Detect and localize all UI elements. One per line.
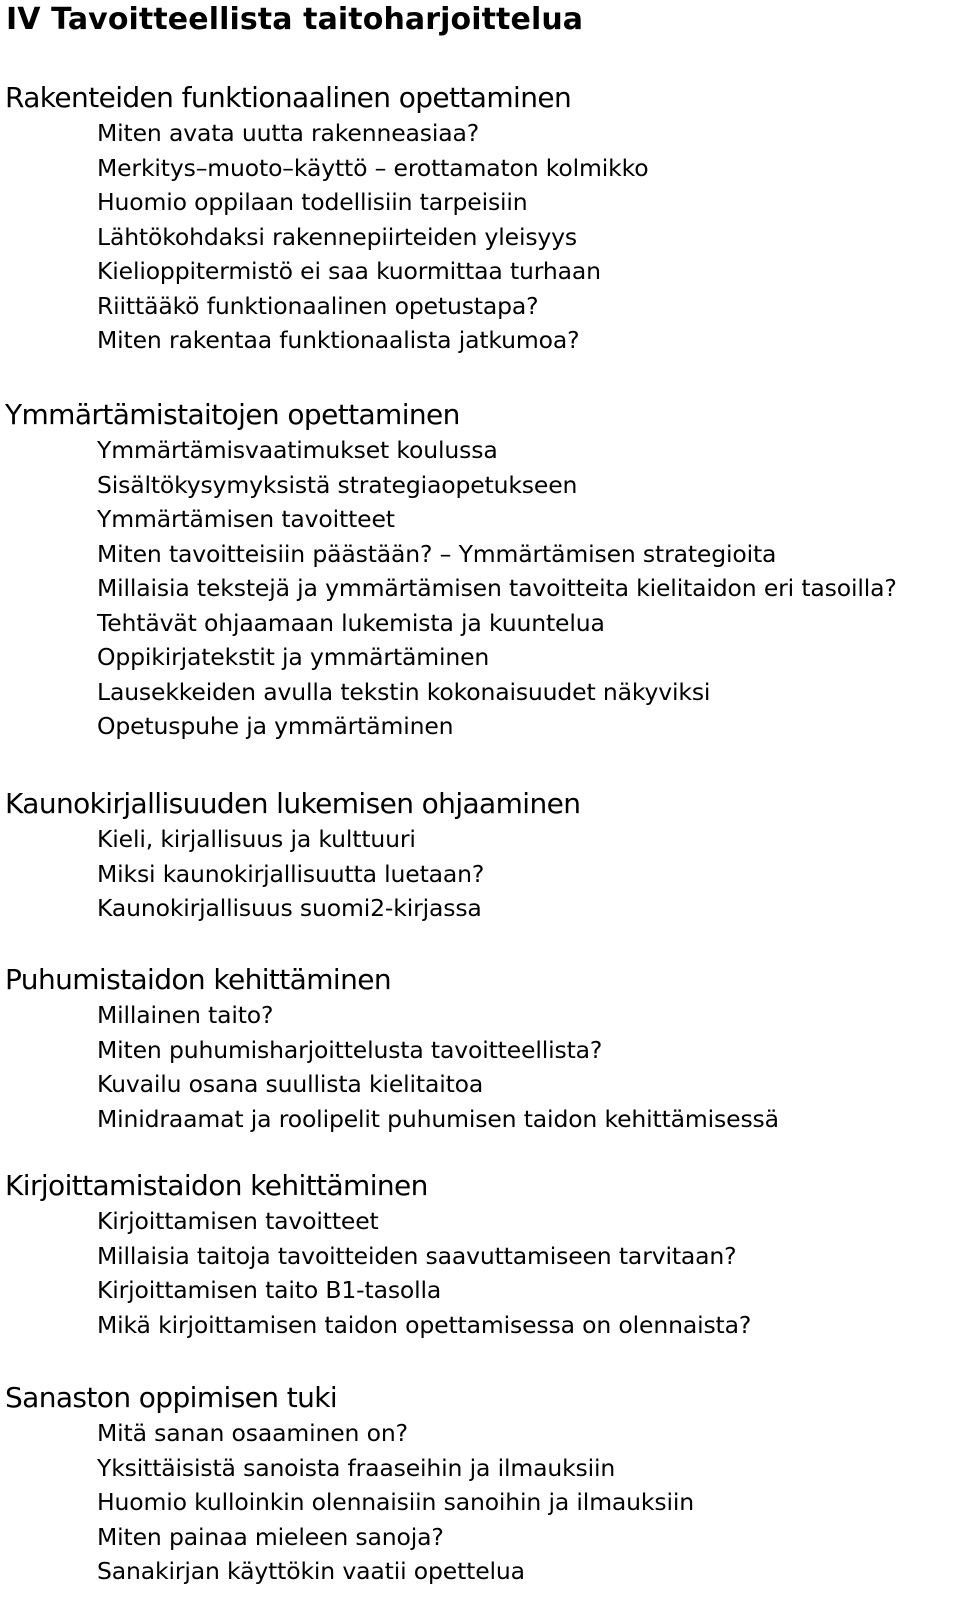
list-item: Millaisia tekstejä ja ymmärtämisen tavoitteita kielitaidon eri tasoilla?	[97, 574, 897, 602]
list-item: Sanakirjan käyttökin vaatii opettelua	[97, 1557, 525, 1585]
list-item: Millainen taito?	[97, 1001, 274, 1029]
section-kaunokirjallisuuden	[0, 786, 960, 926]
section-item-list	[0, 433, 960, 744]
section-item-list	[0, 998, 960, 1136]
list-item: Oppikirjatekstit ja ymmärtäminen	[97, 643, 490, 671]
list-item: Mikä kirjoittamisen taidon opettamisessa on olennaista?	[97, 1310, 752, 1339]
list-item: Yksittäisistä sanoista fraaseihin ja ilmauksiin	[97, 1453, 616, 1482]
section-heading: Kirjoittamistaidon kehittäminen	[5, 1169, 428, 1202]
list-item: Kaunokirjallisuus suomi2-kirjassa	[97, 894, 482, 922]
list-item: Kirjoittamisen tavoitteet	[97, 1207, 379, 1235]
section-puhumistaidon	[0, 962, 960, 1136]
list-item: Riittääkö funktionaalinen opetustapa?	[97, 291, 539, 320]
section-kirjoittamistaidon	[0, 1168, 960, 1342]
section-heading: Puhumistaidon kehittäminen	[5, 963, 391, 996]
section-rakenteiden	[0, 80, 960, 358]
list-item: Minidraamat ja roolipelit puhumisen taidon kehittämisessä	[97, 1104, 779, 1133]
list-item: Kirjoittamisen taito B1-tasolla	[97, 1276, 442, 1304]
section-item-list	[0, 822, 960, 926]
list-item: Millaisia taitoja tavoitteiden saavuttamiseen tarvitaan?	[97, 1241, 737, 1270]
section-heading: Rakenteiden funktionaalinen opettaminen	[5, 81, 572, 114]
section-heading: Sanaston oppimisen tuki	[5, 1381, 338, 1414]
list-item: Tehtävät ohjaamaan lukemista ja kuuntelua	[97, 608, 605, 637]
section-item-list	[0, 1416, 960, 1589]
section-sanaston	[0, 1380, 960, 1589]
list-item: Opetuspuhe ja ymmärtäminen	[97, 712, 454, 740]
list-item: Huomio kulloinkin olennaisiin sanoihin ja ilmauksiin	[97, 1488, 694, 1516]
list-item: Mitä sanan osaaminen on?	[97, 1419, 408, 1447]
section-heading: Kaunokirjallisuuden lukemisen ohjaaminen	[5, 787, 581, 820]
list-item: Miten tavoitteisiin päästään? – Ymmärtämisen strategioita	[97, 539, 777, 568]
section-item-list	[0, 116, 960, 358]
list-item: Sisältökysymyksistä strategiaopetukseen	[97, 470, 578, 499]
list-item: Ymmärtämisvaatimukset koulussa	[97, 436, 498, 464]
list-item: Miten puhumisharjoittelusta tavoitteellista?	[97, 1035, 603, 1064]
section-heading: Ymmärtämistaitojen opettaminen	[5, 398, 460, 431]
list-item: Miten avata uutta rakenneasiaa?	[97, 119, 480, 147]
section-item-list	[0, 1204, 960, 1342]
list-item: Merkitys–muoto–käyttö – erottamaton kolmikko	[97, 153, 649, 182]
list-item: Kieli, kirjallisuus ja kulttuuri	[97, 825, 416, 853]
list-item: Kuvailu osana suullista kielitaitoa	[97, 1070, 484, 1098]
list-item: Lähtökohdaksi rakennepiirteiden yleisyys	[97, 222, 578, 251]
list-item: Miten rakentaa funktionaalista jatkumoa?	[97, 326, 580, 354]
section-ymmartamistaitojen	[0, 397, 960, 744]
page-title: IV Tavoitteellista taitoharjoittelua	[6, 2, 584, 37]
list-item: Miten painaa mieleen sanoja?	[97, 1522, 444, 1551]
list-item: Miksi kaunokirjallisuutta luetaan?	[97, 859, 485, 888]
list-item: Huomio oppilaan todellisiin tarpeisiin	[97, 188, 528, 216]
list-item: Lausekkeiden avulla tekstin kokonaisuudet näkyviksi	[97, 677, 711, 706]
list-item: Ymmärtämisen tavoitteet	[97, 505, 395, 533]
list-item: Kielioppitermistö ei saa kuormittaa turhaan	[97, 257, 601, 285]
